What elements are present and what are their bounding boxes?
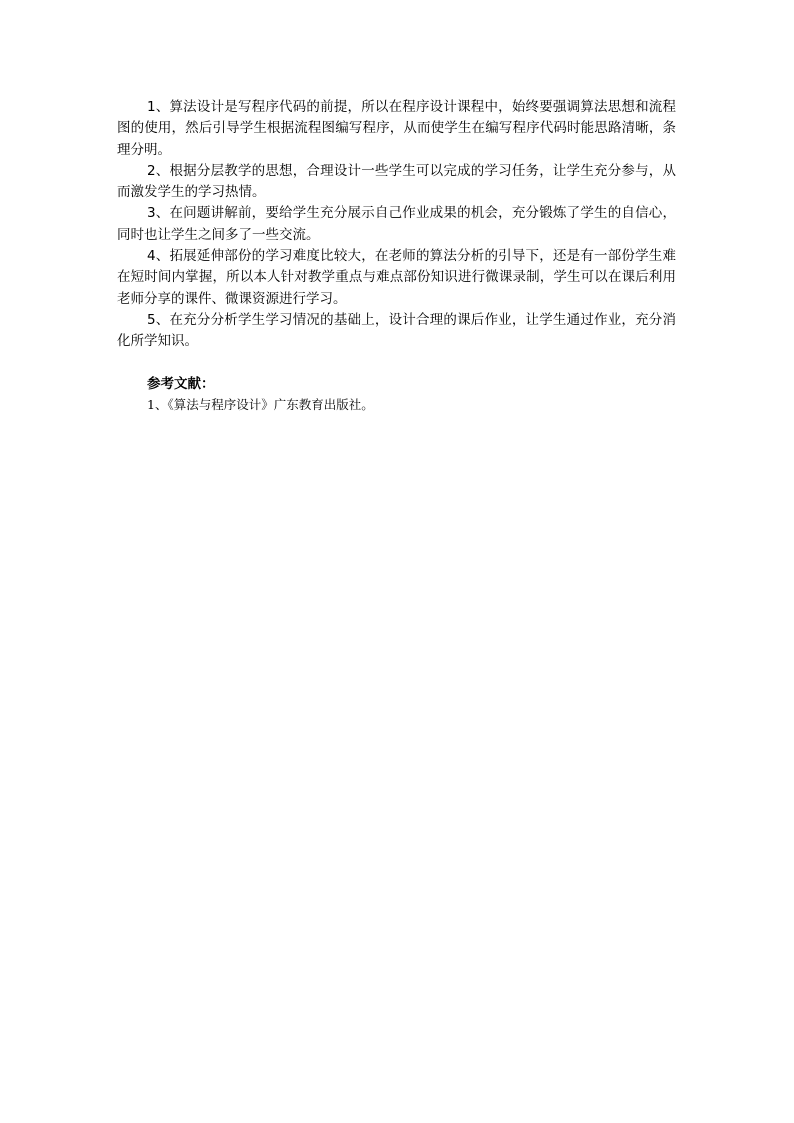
reflection-paragraph-5: 5、在充分分析学生学习情况的基础上，设计合理的课后作业，让学生通过作业，充分消化所学知识。: [117, 311, 676, 350]
reference-item-1: 1、《算法与程序设计》广东教育出版社。: [147, 396, 374, 412]
references-heading: 参考文献：: [147, 375, 215, 392]
reflection-paragraph-2: 2、根据分层教学的思想，合理设计一些学生可以完成的学习任务，让学生充分参与，从而激发学生的学习热情。: [117, 162, 676, 201]
reflection-paragraph-3: 3、在问题讲解前，要给学生充分展示自己作业成果的机会，充分锻炼了学生的自信心，同时也让学生之间多了一些交流。: [117, 205, 676, 243]
reflection-paragraph-1: 1、算法设计是写程序代码的前提，所以在程序设计课程中，始终要强调算法思想和流程图的使用，然后引导学生根据流程图编写程序，从而使学生在编写程序代码时能思路清晰，条理分明。: [117, 99, 676, 158]
reflection-paragraph-4: 4、拓展延伸部份的学习难度比较大，在老师的算法分析的引导下，还是有一部份学生难在短时间内掌握，所以本人针对教学重点与难点部份知识进行微课录制，学生可以在课后利用老师分享的课件、微课资源进行学习。: [117, 248, 676, 307]
document-body: [117, 97, 676, 415]
